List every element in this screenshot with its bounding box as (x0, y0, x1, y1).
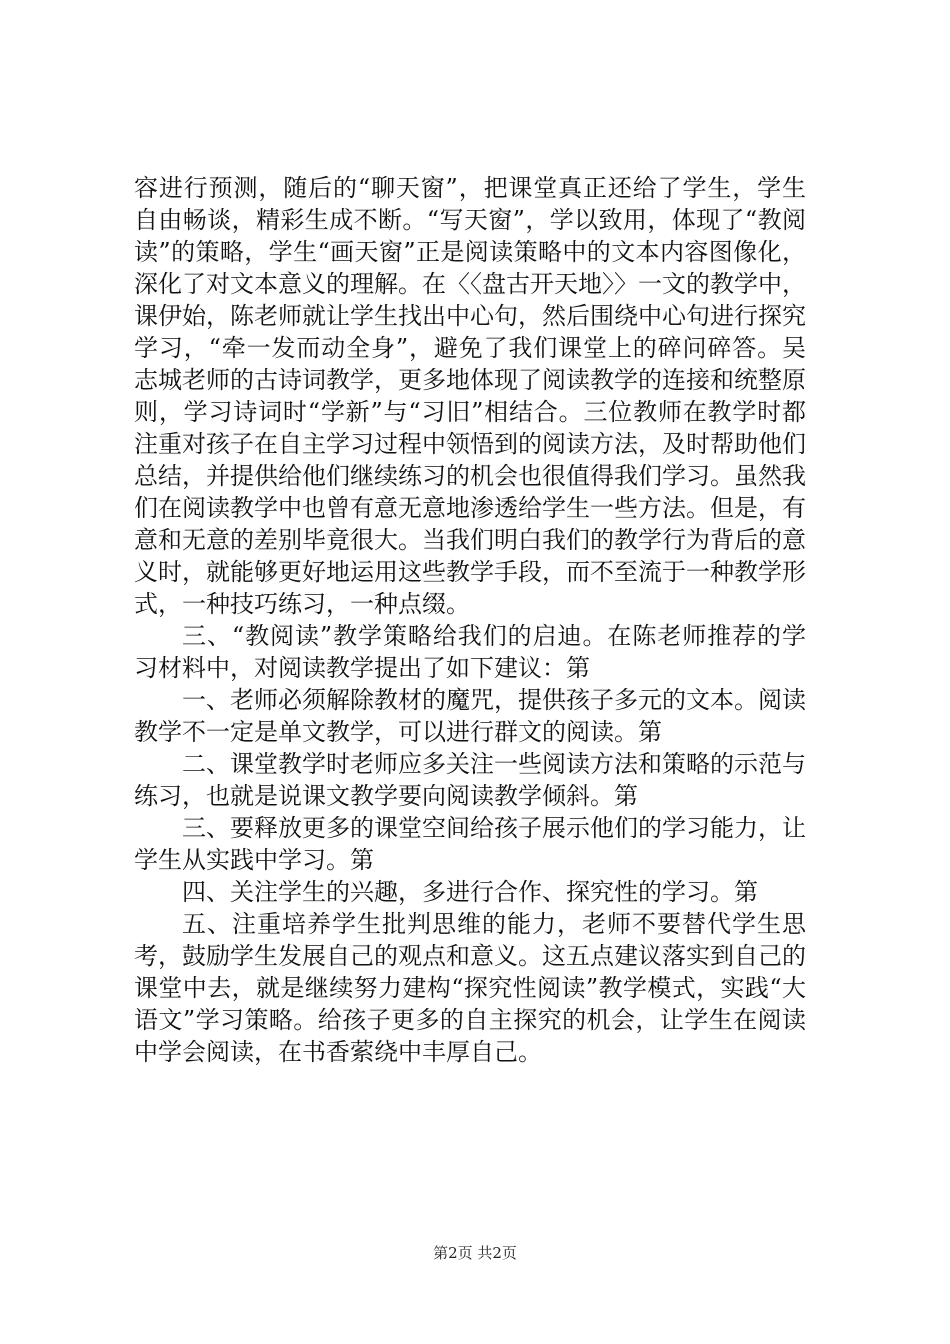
paragraph-continuation: 容进行预测，随后的“聊天窗”，把课堂真正还给了学生，学生自由畅谈，精彩生成不断。“写天窗”，学以致用，体现了“教阅读”的策略，学生“画天窗”正是阅读策略中的文本内容图像化，深化了对文本意义的理解。在〈〈盘古开天地〉〉一文的教学中，课伊始，陈老师就让学生找出中心句，然后围绕中心句进行探究学习，“牵一发而动全身”，避免了我们课堂上的碎问碎答。吴志城老师的古诗词教学，更多地体现了阅读教学的连接和统整原则，学习诗词时“学新”与“习旧”相结合。三位教师在教学时都注重对孩子在自主学习过程中领悟到的阅读方法，及时帮助他们总结，并提供给他们继续练习的机会也很值得我们学习。虽然我们在阅读教学中也曾有意无意地渗透给学生一些方法。但是，有意和无意的差别毕竟很大。当我们明白我们的教学行为背后的意义时，就能够更好地运用这些教学手段，而不至流于一种教学形式，一种技巧练习，一种点缀。 (134, 174, 806, 618)
paragraph-suggestion-three: 三、要释放更多的课堂空间给孩子展示他们的学习能力，让学生从实践中学习。第 (134, 814, 806, 874)
paragraph-suggestion-four: 四、关注学生的兴趣，多进行合作、探究性的学习。第 (182, 878, 758, 906)
paragraph-suggestion-one: 一、老师必须解除教材的魔咒，提供孩子多元的文本。阅读教学不一定是单文教学，可以进行群文的阅读。第 (134, 686, 806, 746)
paragraph-suggestion-two: 二、课堂教学时老师应多关注一些阅读方法和策略的示范与练习，也就是说课文教学要向阅读教学倾斜。第 (134, 750, 806, 810)
paragraph-section-three: 三、“教阅读”教学策略给我们的启迪。在陈老师推荐的学习材料中，对阅读教学提出了如下建议：第 (134, 622, 806, 682)
document-body (134, 172, 806, 1068)
page-footer: 第2页 共2页 (433, 1244, 517, 1262)
paragraph-suggestion-five: 五、注重培养学生批判思维的能力，老师不要替代学生思考，鼓励学生发展自己的观点和意义。这五点建议落实到自己的课堂中去，就是继续努力建构“探究性阅读”教学模式，实践“大语文”学习策略。给孩子更多的自主探究的机会，让学生在阅读中学会阅读，在书香萦绕中丰厚自己。 (134, 910, 806, 1066)
